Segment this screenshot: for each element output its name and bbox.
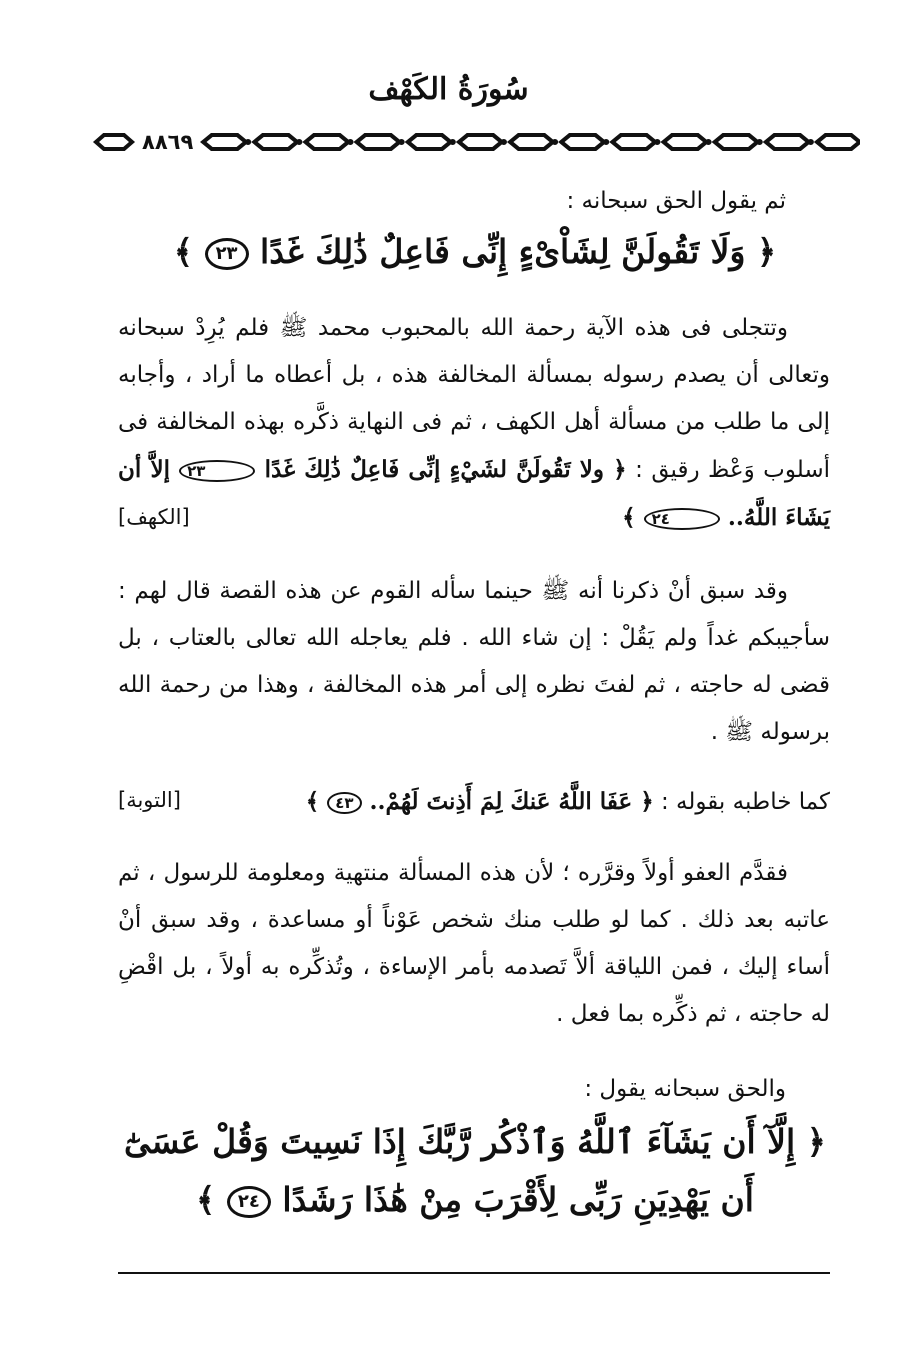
paragraph-text: فقدَّم العفو أولاً وقرَّره ؛ لأن هذه المسألة منتهية ومعلومة للرسول ، ثم عاتبه بعد ذلك . كما لو طلب منك شخص عَوْناً أو مساعدة ، وقد سبق أنْ أساء إليك ، فمن اللياقة ألاَّ تَصدمه بأمر الإساءة ، وتُذكِّره به أولاً ، بل اقْضِ له حاجته ، ثم ذكِّره بما فعل . xyxy=(118,860,830,1027)
inline-verse-part-2: إلاَّ أن يَشَاءَ اللَّهُ.. xyxy=(118,456,830,531)
paragraph-2 xyxy=(118,568,830,756)
reference-text xyxy=(306,788,830,815)
chain-dot xyxy=(501,139,507,145)
bracket-close: ﴾ xyxy=(173,232,194,271)
chain-link xyxy=(664,135,707,149)
ornament-band xyxy=(92,127,860,157)
bracket-open: ﴿ xyxy=(613,456,627,483)
chain-dot xyxy=(654,139,660,145)
page-number: ٨٨٦٩ xyxy=(142,130,194,154)
bracket-close: ﴾ xyxy=(305,788,320,815)
bracket-close: ﴾ xyxy=(622,504,636,531)
chain-link xyxy=(510,135,553,149)
chain-link xyxy=(306,135,349,149)
bracket-close: ﴾ xyxy=(196,1180,216,1219)
verse-text: وَلَا تَقُولَنَّ لِشَاْىْءٍ إِنِّى فَاعِلٌ ذَٰلِكَ غَدًا xyxy=(260,232,746,271)
reference-prefix: كما خاطبه بقوله : xyxy=(661,789,830,815)
ayah-number-badge: ٤٣ xyxy=(327,792,361,814)
footer-rule xyxy=(118,1272,830,1274)
verse-text: أَن يَهْدِيَنِ رَبِّى لِأَقْرَبَ مِنْ هَٰذَا رَشَدًا xyxy=(282,1180,754,1219)
chain-dot xyxy=(450,139,456,145)
chain-dot xyxy=(399,139,405,145)
bracket-open: ﴿ xyxy=(806,1122,826,1161)
intro-line-2: والحق سبحانه يقول : xyxy=(584,1076,786,1102)
ayah-number-badge: ٢٣ xyxy=(205,238,249,270)
ayah-number-badge: ٢٤ xyxy=(644,508,720,530)
ayah-number-badge: ٢٤ xyxy=(227,1186,271,1218)
chain-link xyxy=(204,135,247,149)
chain-link xyxy=(357,135,400,149)
chain-link xyxy=(255,135,298,149)
chain-dot xyxy=(552,139,558,145)
verse-ayah-23 xyxy=(110,232,840,271)
chain-dot xyxy=(296,139,302,145)
bracket-open: ﴿ xyxy=(640,788,654,815)
chain-link xyxy=(715,135,758,149)
chain-dot xyxy=(603,139,609,145)
chain-dot xyxy=(705,139,711,145)
chain-link xyxy=(766,135,809,149)
chain-link xyxy=(817,135,860,149)
chain-link xyxy=(459,135,502,149)
chain-border-icon xyxy=(199,131,860,153)
chain-dot xyxy=(808,139,814,145)
chain-link xyxy=(613,135,656,149)
paragraph-1 xyxy=(118,305,830,542)
verse-text: إِلَّآ أَن يَشَآءَ ٱللَّهُ وَٱذْكُر رَّبَّكَ إِذَا نَسِيتَ وَقُلْ عَسَىٰٓ xyxy=(123,1122,796,1161)
paragraph-3 xyxy=(118,850,830,1038)
inline-verse: عَفَا اللَّهُ عَنكَ لِمَ أَذِنتَ لَهُمْ.. xyxy=(369,788,633,815)
surah-reference: [الكهف] xyxy=(118,505,190,529)
chain-dot xyxy=(245,139,251,145)
intro-line-1: ثم يقول الحق سبحانه : xyxy=(566,188,786,214)
surah-title: سُورَةُ الكَهْف xyxy=(368,72,529,107)
chain-dot xyxy=(347,139,353,145)
reference-line xyxy=(118,788,830,828)
bracket-open: ﴿ xyxy=(756,232,777,271)
surah-reference: [التوبة] xyxy=(118,788,181,812)
chain-link xyxy=(562,135,605,149)
chain-link-icon xyxy=(92,131,136,153)
inline-verse-part-1: ولا تَقُولَنَّ لشَيْءٍ إنِّى فَاعِلٌ ذَٰلِكَ غَدًا xyxy=(264,456,604,483)
ayah-number-badge: ٢٣ xyxy=(179,460,255,482)
chain-link xyxy=(408,135,451,149)
paragraph-text: وتتجلى فى هذه الآية رحمة الله بالمحبوب محمد ﷺ فلم يُرِدْ سبحانه وتعالى أن يصدم رسوله بمسألة المخالفة هذه ، بل أعطاه ما أراد ، وأجابه إلى ما طلب من مسألة أهل الكهف ، ثم فى النهاية ذكَّره بهذه المخالفة فى أسلوب وَعْظ رقيق : xyxy=(118,315,830,483)
chain-dot xyxy=(757,139,763,145)
verse-ayah-24-line-1 xyxy=(110,1122,840,1161)
verse-ayah-24-line-2 xyxy=(110,1180,840,1219)
paragraph-text: وقد سبق أنْ ذكرنا أنه ﷺ حينما سأله القوم عن هذه القصة قال لهم : سأجيبكم غداً ولم يَقُلْ : إن شاء الله . فلم يعاجله الله تعالى بالعتاب ، بل قضى له حاجته ، ثم لفتَ نظره إلى أمر هذه المخالفة ، وهذا من رحمة الله برسوله ﷺ . xyxy=(118,578,830,745)
